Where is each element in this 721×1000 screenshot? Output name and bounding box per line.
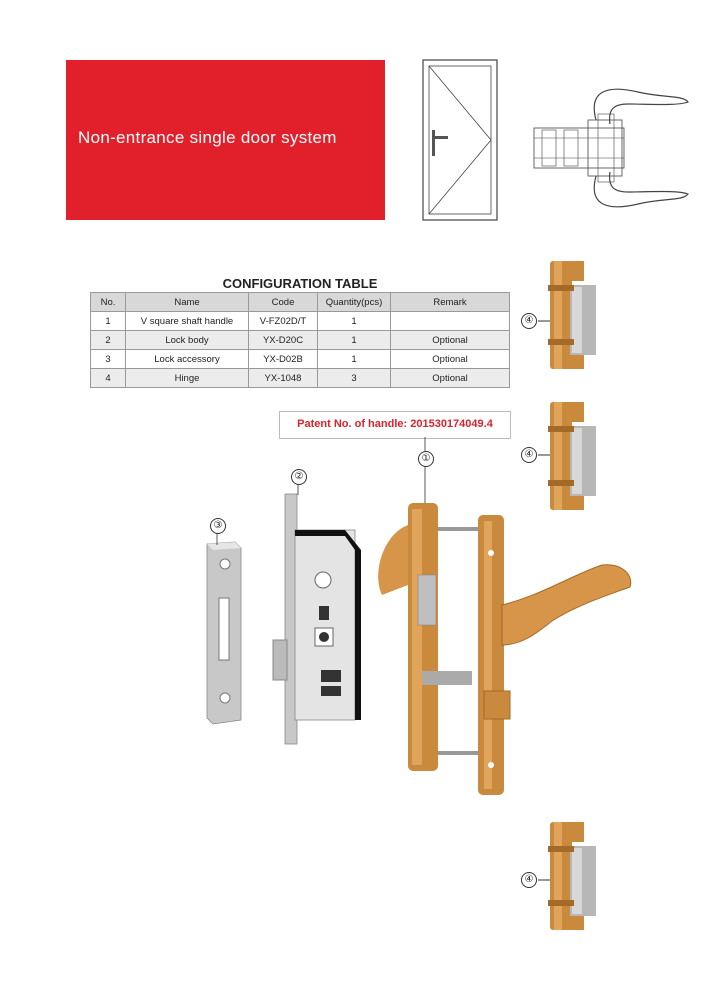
cell-name: V square shaft handle	[126, 312, 249, 331]
patent-text: Patent No. of handle: 201530174049.4	[297, 418, 493, 430]
banner-title: Non-entrance single door system	[78, 128, 337, 147]
cell-remark: Optional	[391, 350, 510, 369]
cell-name: Hinge	[126, 369, 249, 388]
callout-hinge-bottom: ④	[521, 872, 537, 888]
header-code: Code	[249, 293, 318, 312]
cell-quantity: 3	[318, 369, 391, 388]
callout-lock-accessory: ③	[210, 518, 226, 534]
cell-code: V-FZ02D/T	[249, 312, 318, 331]
callout-hinge-top: ④	[521, 313, 537, 329]
header-name: Name	[126, 293, 249, 312]
callout-handle: ①	[418, 451, 434, 467]
cell-no: 3	[91, 350, 126, 369]
callout-hinge-middle: ④	[521, 447, 537, 463]
cell-no: 4	[91, 369, 126, 388]
configuration-table-title: CONFIGURATION TABLE	[222, 276, 378, 291]
header-remark: Remark	[391, 293, 510, 312]
cell-no: 1	[91, 312, 126, 331]
header-quantity: Quantity(pcs)	[318, 293, 391, 312]
cell-name: Lock accessory	[126, 350, 249, 369]
cell-code: YX-D02B	[249, 350, 318, 369]
cell-quantity: 1	[318, 312, 391, 331]
callout-lock-body: ②	[291, 469, 307, 485]
cell-quantity: 1	[318, 350, 391, 369]
cell-no: 2	[91, 331, 126, 350]
header-no: No.	[91, 293, 126, 312]
cell-remark: Optional	[391, 369, 510, 388]
cell-code: YX-D20C	[249, 331, 318, 350]
cell-remark: Optional	[391, 331, 510, 350]
cell-quantity: 1	[318, 331, 391, 350]
cell-code: YX-1048	[249, 369, 318, 388]
cell-name: Lock body	[126, 331, 249, 350]
